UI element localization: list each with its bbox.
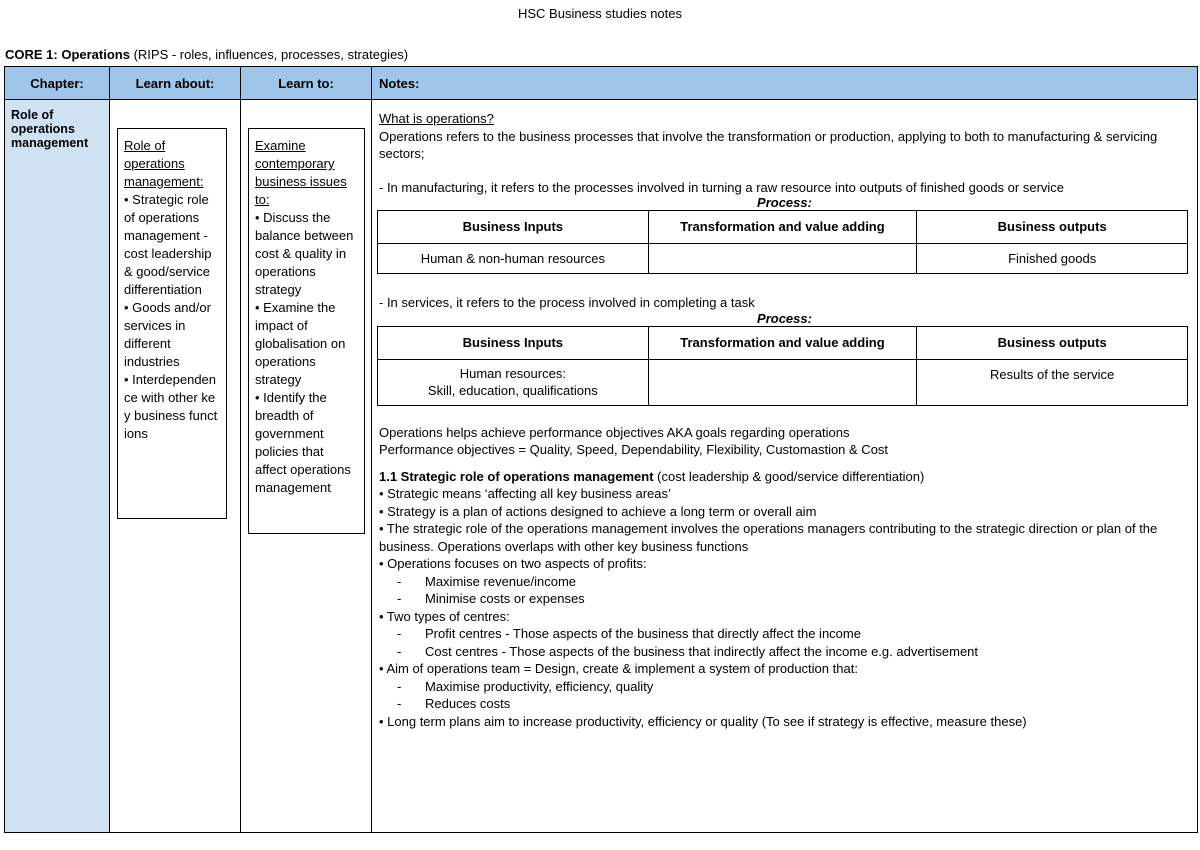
notes-question: What is operations? [379, 111, 494, 126]
notes-cell [372, 100, 1198, 833]
process-header-transformation: Transformation and value adding [648, 326, 917, 359]
notes-performance-1: Operations helps achieve performance objectives AKA goals regarding operations [379, 424, 850, 440]
process-table-services [377, 326, 1188, 406]
process-inputs-value: Human & non-human resources [378, 244, 649, 274]
header-learn-to: Learn to: [241, 67, 372, 100]
process-inputs-value [378, 359, 649, 405]
notes-sub-bullet [379, 695, 1190, 713]
sub-bullet-text: Minimise costs or expenses [425, 591, 585, 606]
section-subtitle: (cost leadership & good/service differentiation) [653, 468, 925, 484]
header-notes: Notes: [372, 67, 1198, 100]
learn-about-item: • Interdependence with other key business functions [124, 372, 218, 441]
notes-services: - In services, it refers to the process involved in completing a task [379, 295, 755, 310]
dash-marker: - [397, 643, 402, 659]
core-subtitle: (RIPS - roles, influences, processes, strategies) [129, 47, 409, 62]
section-title: 1.1 Strategic role of operations management [379, 468, 654, 484]
learn-about-title: Role of operations management: [124, 138, 204, 189]
section-heading [379, 468, 1190, 486]
core-heading [5, 47, 408, 62]
process-transformation-value [648, 359, 917, 405]
process-inputs-line2: Skill, education, qualifications [427, 383, 598, 398]
process-label: Process: [757, 310, 812, 326]
process-table-manufacturing [377, 210, 1188, 274]
notes-bullet: • The strategic role of the operations management involves the operations managers contributing to the strategic direction or plan of the business. Operations overlaps with other key business functions [379, 521, 1158, 554]
process-label: Process: [757, 195, 812, 210]
notes-bullet: • Aim of operations team = Design, create & implement a system of production that: [379, 661, 858, 676]
chapter-name: Role of operations management [11, 108, 89, 150]
notes-bullet: • Operations focuses on two aspects of profits: [379, 556, 647, 571]
sub-bullet-text: Cost centres - Those aspects of the business that indirectly affect the income e.g. advertisement [425, 643, 979, 659]
process-header-outputs: Business outputs [917, 211, 1188, 244]
learn-to-title: Examine contemporary business issues to: [255, 138, 347, 207]
dash-marker: - [397, 696, 402, 711]
notes-bullet: • Strategic means ‘affecting all key business areas’ [379, 486, 671, 501]
notes-sub-bullet [379, 590, 1190, 608]
sub-bullet-text: Profit centres - Those aspects of the business that directly affect the income [425, 626, 861, 641]
notes-performance-2: Performance objectives = Quality, Speed, Dependability, Flexibility, Customastion & Cost [379, 442, 889, 457]
learn-to-box [248, 128, 365, 534]
notes-manufacturing: - In manufacturing, it refers to the processes involved in turning a raw resource into outputs of finished goods or service [379, 179, 1065, 195]
process-header-inputs: Business Inputs [378, 326, 649, 359]
notes-bullet: • Two types of centres: [379, 608, 510, 624]
sub-bullet-text: Maximise productivity, efficiency, quality [425, 678, 654, 694]
process-header-inputs: Business Inputs [378, 211, 649, 244]
process-header-outputs: Business outputs [917, 326, 1188, 359]
sub-bullet-text: Maximise revenue/income [425, 573, 577, 589]
dash-marker: - [397, 626, 402, 641]
learn-about-box [117, 128, 227, 519]
notes-sub-bullet [379, 625, 1190, 643]
process-header-transformation: Transformation and value adding [648, 211, 917, 244]
notes-sub-bullet [379, 573, 1190, 591]
dash-marker: - [397, 678, 402, 694]
learn-about-item: • Goods and/or services in different industries [124, 300, 211, 369]
notes-sub-bullet [379, 643, 1190, 661]
learn-to-cell [241, 100, 372, 833]
header-learn-about: Learn about: [110, 67, 241, 100]
sub-bullet-text: Reduces costs [425, 696, 511, 711]
dash-marker: - [397, 573, 402, 589]
notes-sub-bullet [379, 678, 1190, 696]
process-outputs-value: Results of the service [917, 359, 1188, 405]
learn-to-item: • Identify the breadth of government policies that affect operations management [255, 390, 351, 495]
notes-bullet: • Long term plans aim to increase productivity, efficiency or quality (To see if strategy is effective, measure these) [379, 713, 1027, 729]
notes-bullet: • Strategy is a plan of actions designed to achieve a long term or overall aim [379, 503, 817, 519]
notes-intro: Operations refers to the business processes that involve the transformation or production, applying to both to manufacturing & servicing sectors; [379, 128, 1158, 161]
chapter-cell [5, 100, 110, 833]
dash-marker: - [397, 591, 402, 606]
process-outputs-value: Finished goods [917, 244, 1188, 274]
learn-to-item: • Examine the impact of globalisation on operations strategy [255, 300, 346, 387]
notes-table [4, 66, 1198, 833]
learn-about-cell [110, 100, 241, 833]
core-label: CORE 1: Operations [5, 47, 130, 62]
header-chapter: Chapter: [5, 67, 110, 100]
learn-to-item: • Discuss the balance between cost & quality in operations strategy [255, 210, 354, 297]
process-transformation-value [648, 244, 917, 274]
learn-about-item: • Strategic role of operations management - cost leadership & good/service differentiation [124, 192, 212, 297]
page-title: HSC Business studies notes [517, 6, 683, 21]
process-inputs-line1: Human resources: [459, 365, 566, 381]
